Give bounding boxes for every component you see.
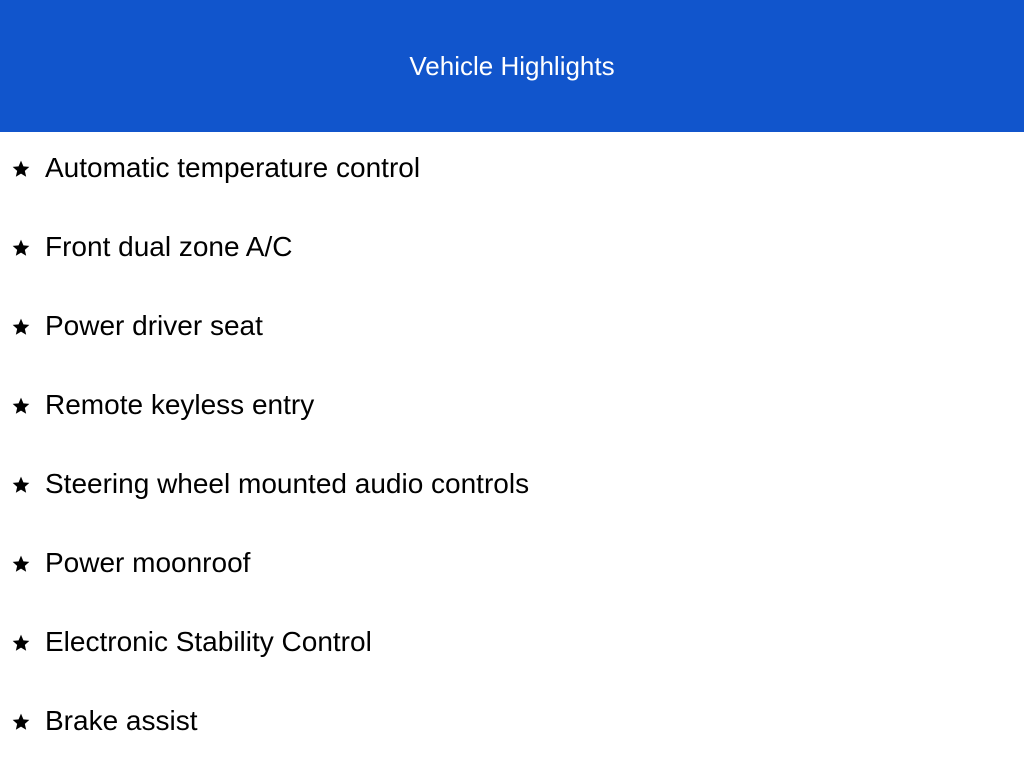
page-title: Vehicle Highlights xyxy=(409,50,615,81)
item-label: Automatic temperature control xyxy=(45,152,421,183)
item-label: Remote keyless entry xyxy=(45,389,315,420)
item-label: Steering wheel mounted audio controls xyxy=(45,468,530,499)
item-label: Front dual zone A/C xyxy=(45,231,293,262)
star-icon xyxy=(11,475,31,495)
highlights-list xyxy=(0,132,1024,768)
list-item xyxy=(0,391,1024,470)
list-item xyxy=(0,707,1024,768)
star-icon xyxy=(11,633,31,653)
item-label: Power moonroof xyxy=(45,547,251,578)
list-item xyxy=(0,312,1024,391)
star-icon xyxy=(11,159,31,179)
star-icon xyxy=(11,554,31,574)
item-label: Power driver seat xyxy=(45,310,263,341)
list-item xyxy=(0,154,1024,233)
list-item xyxy=(0,470,1024,549)
item-label: Brake assist xyxy=(45,705,198,736)
star-icon xyxy=(11,396,31,416)
star-icon xyxy=(11,238,31,258)
item-label: Electronic Stability Control xyxy=(45,626,372,657)
list-item xyxy=(0,628,1024,707)
list-item xyxy=(0,549,1024,628)
star-icon xyxy=(11,317,31,337)
list-item xyxy=(0,233,1024,312)
star-icon xyxy=(11,712,31,732)
page-header xyxy=(0,0,1024,132)
